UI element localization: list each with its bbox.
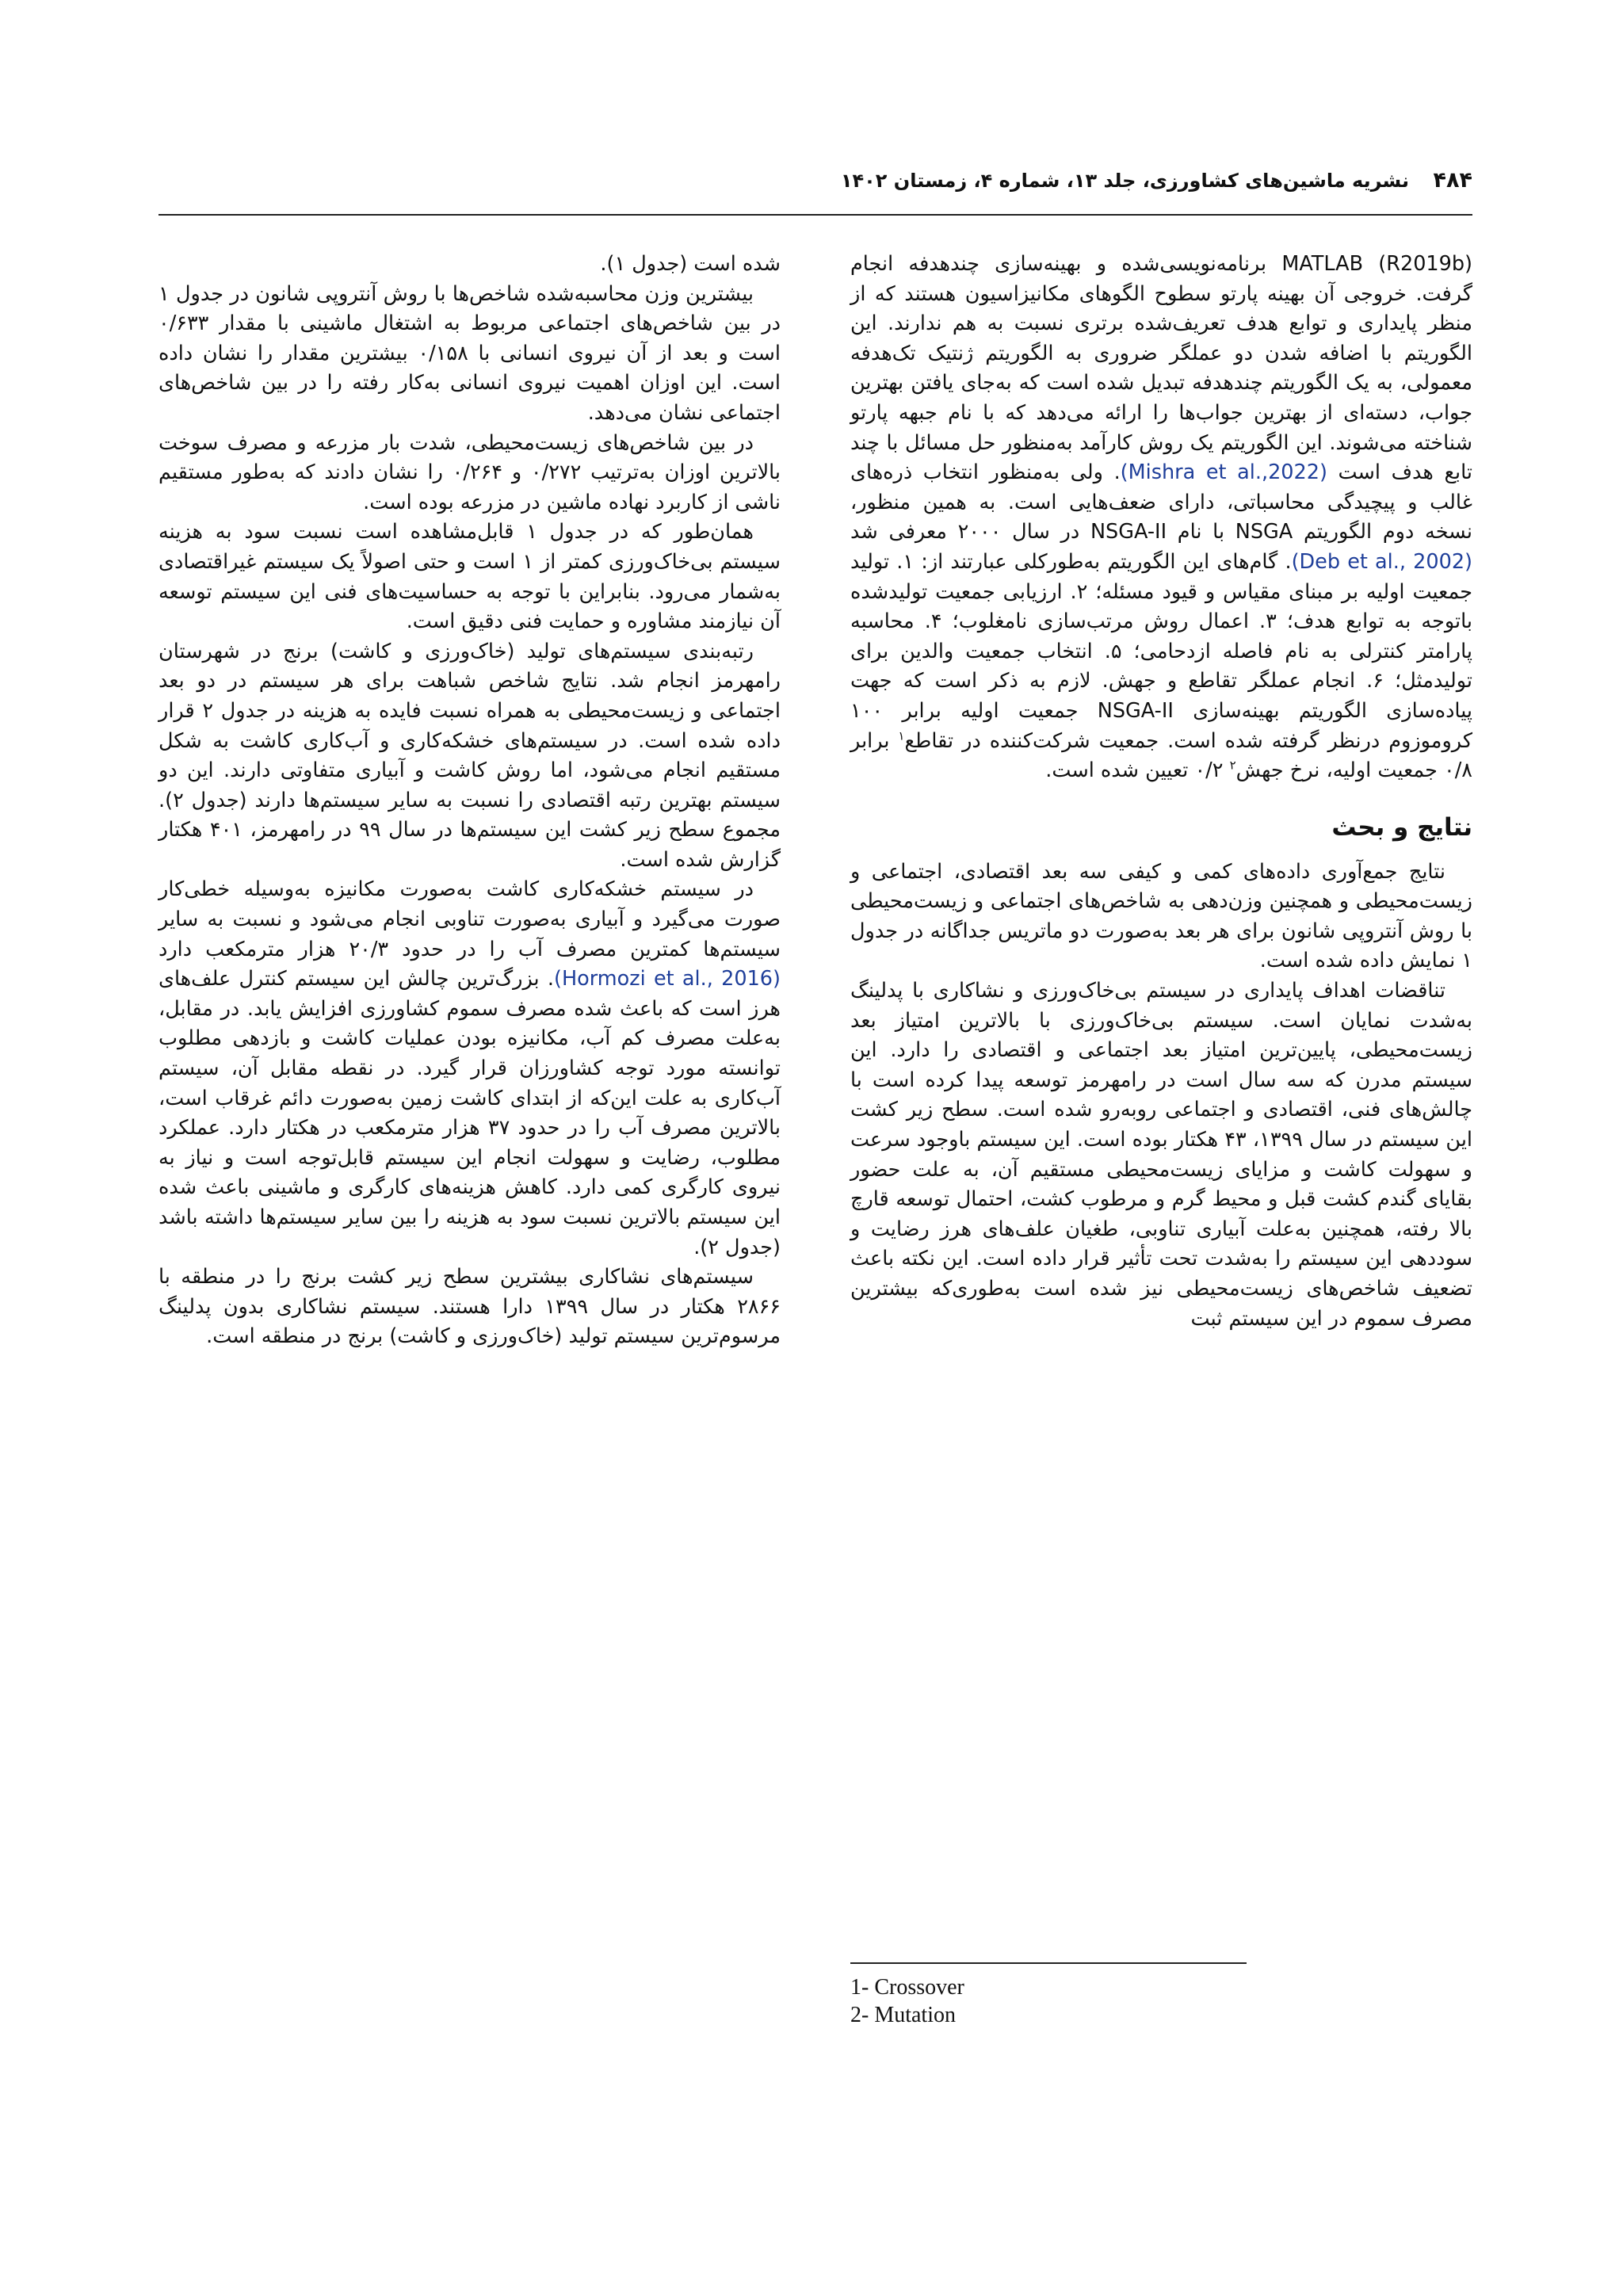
text-segment: ۰/۲ تعیین شده است. — [1045, 758, 1230, 783]
footnotes — [850, 1973, 1472, 2029]
footnote-ref-2[interactable]: ۲ — [1229, 758, 1236, 773]
header-divider — [158, 214, 1472, 216]
text-segment: برنامه‌نویسی‌شده و بهینه‌سازی چندهدفه انجام گرفت. خروجی آن بهینه پارتو سطوح الگوهای مکانیزاسیون هستند که از منظر پایداری و توابع هدف تعریف‌شده برتری نسبت به هم ندارند. این الگوریتم با اضافه شدن دو عملگر ضروری به الگوریتم ژنتیک تک‌هدفه معمولی، به یک الگوریتم چندهدفه تبدیل شده است که به‌جای یافتن بهترین جواب، دسته‌ای از بهترین جواب‌ها را ارائه می‌دهد که با نام جبهه پارتو شناخته می‌شوند. این الگوریتم یک روش کارآمد به‌منظور حل مسائل با چند تابع هدف است — [850, 252, 1472, 485]
paragraph-results-intro: نتایج جمع‌آوری داده‌های کمی و کیفی سه بعد اقتصادی، اجتماعی و زیست‌محیطی و همچنین وزن‌دهی به شاخص‌های اجتماعی و زیست‌محیطی با روش آنتروپی شانون برای هر بعد به‌صورت دو ماتریس جداگانه در جدول ۱ نمایش داده شده است. — [850, 859, 1472, 973]
footnote-ref-1[interactable]: ۱ — [898, 728, 905, 743]
paragraph-ranking: رتبه‌بندی سیستم‌های تولید (خاک‌ورزی و کاشت) برنج در شهرستان رامهرمز انجام شد. نتایج شاخص شباهت برای هر سیستم در دو بعد اجتماعی و زیست‌محیطی به همراه نسبت فایده به هزینه در جدول ۲ قرار داده شده است. در سیستم‌های خشکه‌کاری و آب‌کاری کاشت به شکل مستقیم انجام می‌شود، اما روش کاشت و آبیاری متفاوتی دارند. این دو سیستم بهترین رتبه اقتصادی را نسبت به سایر سیستم‌ها دارند (جدول ۲). مجموع سطح زیر کشت این سیستم‌ها در سال ۹۹ در رامهرمز، ۴۰۱ هکتار گزارش شده است. — [158, 639, 781, 872]
text-segment: . ولی به‌منظور انتخاب ذره‌های غالب و پیچیدگی محاسباتی، دارای ضعف‌هایی است. به همین منظور، نسخه دوم الگوریتم NSGA با نام NSGA-II در سال ۲۰۰۰ معرفی شد — [850, 460, 1472, 544]
paragraph-dry-seeding — [158, 875, 781, 1263]
paragraph-continuation: شده است (جدول ۱). — [600, 252, 781, 276]
right-column — [850, 250, 1472, 1334]
paragraph-transplanting: سیستم‌های نشاکاری بیشترین سطح زیر کشت برنج را در منطقه با ۲۸۶۶ هکتار در سال ۱۳۹۹ دارا هستند. سیستم نشاکاری بدون پدلینگ مرسوم‌ترین سیستم تولید (خاک‌ورزی و کاشت) برنج در منطقه است. — [158, 1265, 781, 1349]
running-header — [158, 168, 1472, 208]
paragraph-entropy-weights: بیشترین وزن محاسبه‌شده شاخص‌ها با روش آنتروپی شانون در جدول ۱ در بین شاخص‌های اجتماعی مربوط به اشتغال ماشینی با مقدار ۰/۶۳۳ است و بعد از آن نیروی انسانی با ۰/۱۵۸ بیشترین مقدار را نشان داده است. این اوزان اهمیت نیروی انسانی به‌کار رفته را در بین شاخص‌های اجتماعی نشان می‌دهد. — [158, 281, 781, 425]
paragraph-environmental: در بین شاخص‌های زیست‌محیطی، شدت بار مزرعه و مصرف سوخت بالاترین اوزان به‌ترتیب ۰/۲۷۲ و ۰/۲۶۴ را نشان دادند که به‌طور مستقیم ناشی از کاربرد نهاده ماشین در مزرعه بوده است. — [158, 430, 781, 514]
footnote-2: 2- Mutation — [850, 2003, 956, 2027]
page-number: ۴۸۴ — [1433, 168, 1472, 193]
section-heading: نتایج و بحث — [1331, 812, 1472, 842]
left-column — [158, 250, 781, 1352]
paragraph-nsga — [850, 250, 1472, 786]
journal-info: نشریه ماشین‌های کشاورزی، جلد ۱۳، شماره ۴، زمستان ۱۴۰۲ — [840, 170, 1409, 192]
software-name: MATLAB (R2019b) — [1281, 252, 1472, 276]
citation-hormozi[interactable]: (Hormozi et al., 2016) — [554, 967, 781, 991]
footnote-divider — [850, 1962, 1247, 1964]
citation-mishra[interactable]: (Mishra et al.,2022) — [1120, 460, 1327, 485]
citation-deb[interactable]: (Deb et al., 2002) — [1291, 549, 1472, 574]
text-segment: برابر ۰/۸ جمعیت اولیه، نرخ جهش — [850, 728, 1472, 783]
text-segment: . بزرگ‌ترین چالش این سیستم کنترل علف‌های هرز است که باعث شده مصرف سموم کشاورزی افزایش یابد. در مقابل، به‌علت مصرف کم آب، مکانیزه بودن عملیات کاشت و بازدهی مطلوب توانسته مورد توجه کشاورزان قرار گیرد. در نقطه مقابل آن، سیستم آب‌کاری به علت این‌که از ابتدای کاشت زمین به‌صورت دائم غرقاب است، بالاترین مصرف آب را در حدود ۳۷ هزار مترمکعب در هکتار دارد. عملکرد مطلوب، رضایت و سهولت انجام این سیستم قابل‌توجه است و نیاز به نیروی کارگری کمی دارد. کاهش هزینه‌های کارگری و ماشینی باعث شده این سیستم بالاترین نسبت سود به هزینه را بین سایر سیستم‌ها داشته باشد (جدول ۲). — [158, 967, 781, 1259]
paragraph-no-tillage: تناقضات اهداف پایداری در سیستم بی‌خاک‌ورزی و نشاکاری با پدلینگ به‌شدت نمایان است. سیستم بی‌خاک‌ورزی با بالاترین امتیاز بعد زیست‌محیطی، پایین‌ترین امتیاز بعد اجتماعی و اقتصادی را دارد. این سیستم مدرن که سه سال است در رامهرمز توسعه پیدا کرده است با چالش‌های فنی، اقتصادی و اجتماعی روبه‌رو شده است. سطح زیر کشت این سیستم در سال ۱۳۹۹، ۴۳ هکتار بوده است. این سیستم باوجود سرعت و سهولت کاشت و مزایای زیست‌محیطی مستقیم آن، به علت حضور بقایای گندم کشت قبل و محیط گرم و مرطوب کشت، احتمال توسعه قارچ بالا رفته، همچنین به‌علت آبیاری تناوبی، طغیان علف‌های هرز رضایت و سوددهی این سیستم را به‌شدت تحت تأثیر قرار داده است. این نکته باعث تضعیف شاخص‌های زیست‌محیطی نیز شده است به‌طوری‌که بیشترین مصرف سموم در این سیستم ثبت — [850, 979, 1472, 1331]
text-segment: . گام‌های این الگوریتم به‌طورکلی عبارتند از: ۱. تولید جمعیت اولیه بر مبنای مقیاس و قیود مسئله؛ ۲. ارزیابی جمعیت تولیدشده باتوجه به توابع هدف؛ ۳. اعمال روش مرتب‌سازی نامغلوب؛ ۴. محاسبه پارامتر کنترلی به نام فاصله ازدحامی؛ ۵. انتخاب جمعیت والدین برای تولیدمثل؛ ۶. انجام عملگر تقاطع و جهش. لازم به ذکر است که جهت پیاده‌سازی الگوریتم بهینه‌سازی NSGA-II جمعیت اولیه برابر ۱۰۰ کروموزوم درنظر گرفته شده است. جمعیت شرکت‌کننده در تقاطع — [850, 549, 1473, 753]
text-segment: در سیستم خشکه‌کاری کاشت به‌صورت مکانیزه به‌وسیله خطی‌کار صورت می‌گیرد و آبیاری به‌صورت تناوبی انجام می‌شود و نسبت به سایر سیستم‌ها کمترین مصرف آب را در حدود ۲۰/۳ هزار مترمکعب دارد — [158, 877, 781, 961]
footnote-1: 1- Crossover — [850, 1975, 964, 2000]
paragraph-benefit-cost: همان‌طور که در جدول ۱ قابل‌مشاهده است نسبت سود به هزینه سیستم بی‌خاک‌ورزی کمتر از ۱ است و حتی اصولاً یک سیستم غیراقتصادی به‌شمار می‌رود. بنابراین با توجه به حساسیت‌های فنی این سیستم توسعه آن نیازمند مشاوره و حمایت فنی دقیق است. — [158, 520, 781, 634]
